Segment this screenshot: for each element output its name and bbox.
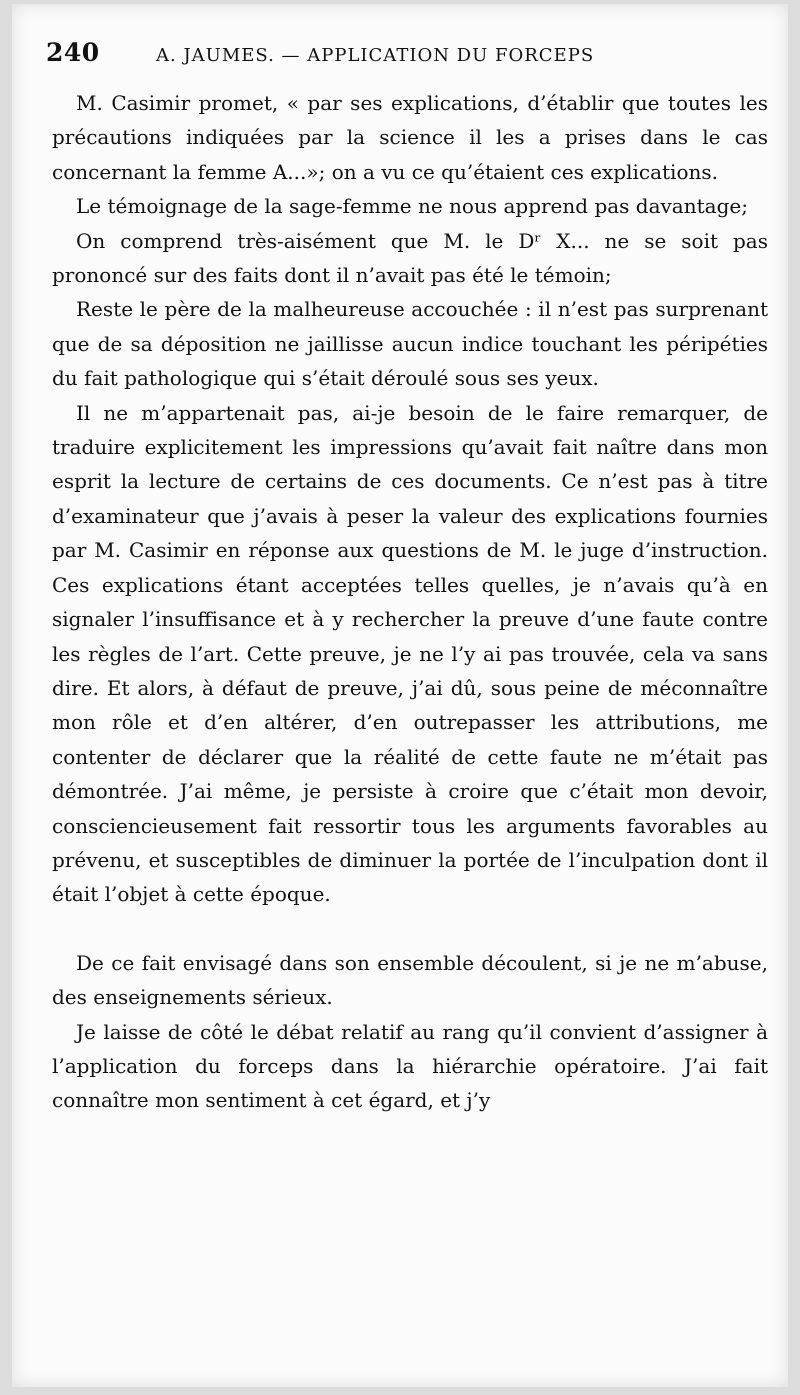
paragraph: Il ne m’appartenait pas, ai-je besoin de le faire remarquer, de traduire explicitement les impressions qu’avait fait naître dans mon esprit la lecture de certains de ces documents. Ce n’est pas à titre d’examinateur que j’avais à peser la valeur des explications fournies par M. Casimir en réponse aux questions de M. le juge d’instruction. Ces explications étant acceptées telles quelles, je n’avais qu’à en signaler l’insuffisance et à y rechercher la preuve d’une faute contre les règles de l’art. Cette preuve, je ne l’y ai pas trouvée, cela va sans dire. Et alors, à défaut de preuve, j’ai dû, sous peine de méconnaître mon rôle et d’en altérer, d’en outrepasser les attributions, me contenter de déclarer que la réalité de cette faute ne m’était pas démontrée. J’ai même, je persiste à croire que c’était mon devoir, consciencieusement fait ressortir tous les arguments favorables au prévenu, et susceptibles de diminuer la portée de l’inculpation dont il était l’objet à cette époque. [52,400,768,907]
page-number: 240 [46,38,100,67]
paragraph: M. Casimir promet, « par ses explications, d’établir que toutes les précautions indiquées par la science il les a prises dans le cas concernant la femme A...»; on a vu ce qu’étaient ces explications. [52,91,768,184]
paragraph: De ce fait envisagé dans son ensemble découlent, si je ne m’abuse, des enseignements sérieux. [52,950,768,1010]
paragraph: On comprend très-aisément que M. le Dʳ X... ne se soit pas prononcé sur des faits dont il n’avait pas été le témoin; [52,228,768,288]
paragraph: Je laisse de côté le débat relatif au rang qu’il convient d’assigner à l’application du forceps dans la hiérarchie opératoire. J’ai fait connaître mon sentiment à cet égard, et j’y [52,1019,768,1113]
paragraph: Le témoignage de la sage-femme ne nous apprend pas davantage; [76,194,748,219]
body-text [52,86,768,1118]
paragraph: Reste le père de la malheureuse accouchée : il n’est pas surprenant que de sa déposition ne jaillisse aucun indice touchant les péripéties du fait pathologique qui s’était déroulé sous ses yeux. [52,297,768,391]
book-page [12,4,788,1387]
running-title: A. JAUMES. — APPLICATION DU FORCEPS [156,45,595,66]
page-header [46,38,766,72]
